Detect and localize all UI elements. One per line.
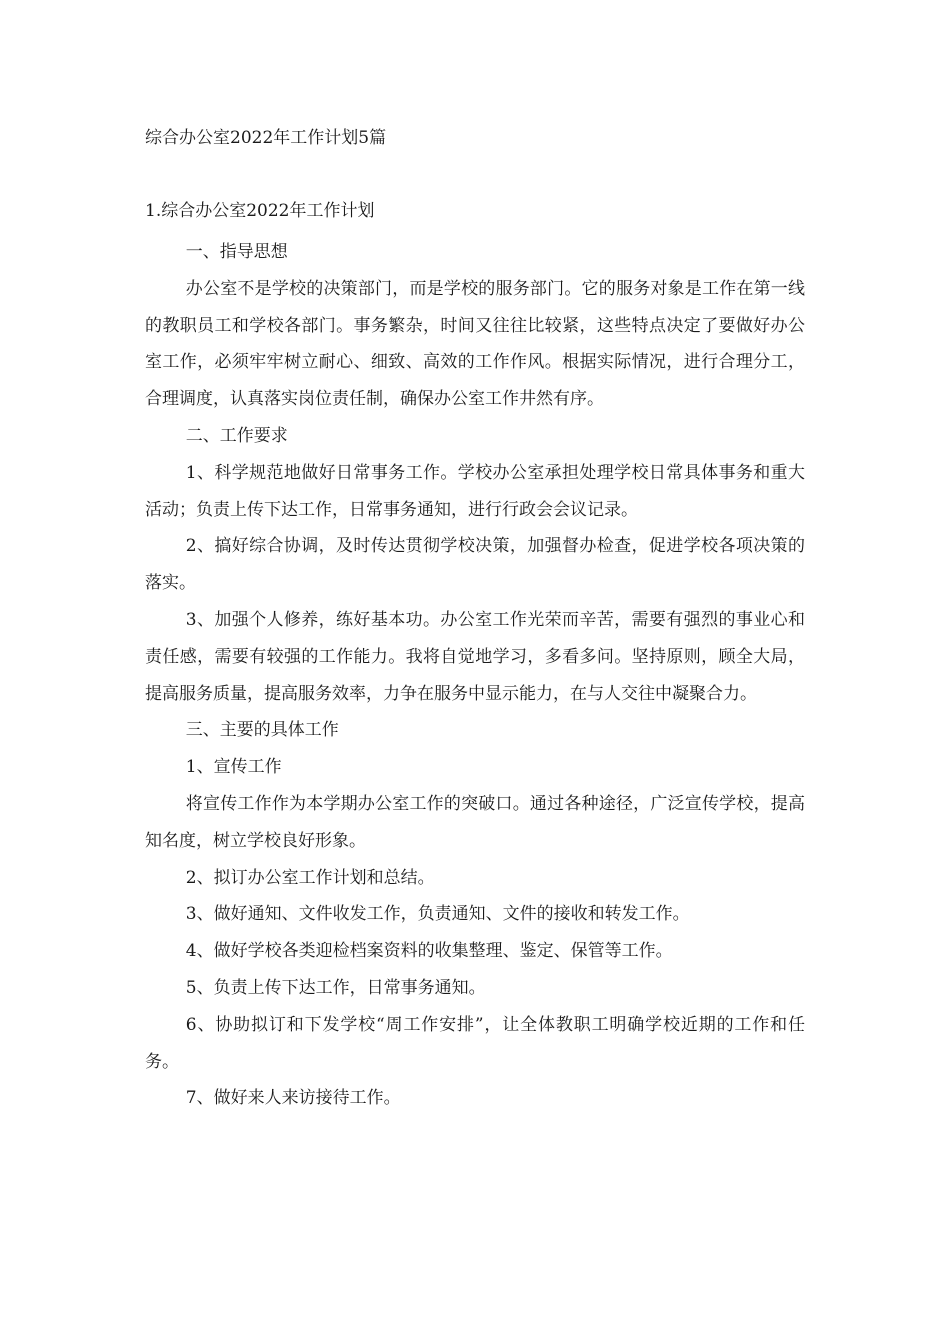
heading-guiding-ideology: 一、指导思想 xyxy=(185,242,288,262)
document-title: 综合办公室2022年工作计划5篇 xyxy=(145,128,387,148)
paragraph-publicity: 将宣传工作作为本学期办公室工作的突破口。通过各种途径，广泛宣传学校，提高知名度，树立学校良好形象。 xyxy=(145,793,805,851)
paragraph-guiding-ideology: 办公室不是学校的决策部门，而是学校的服务部门。它的服务对象是工作在第一线的教职员工和学校各部门。事务繁杂，时间又往往比较紧，这些特点决定了要做好办公室工作，必须牢牢树立耐心、细致、高效的工作作风。根据实际情况，进行合理分工，合理调度，认真落实岗位责任制，确保办公室工作井然有序。 xyxy=(145,278,805,410)
section-title: 1.综合办公室2022年工作计划 xyxy=(145,201,375,221)
list-item-6: 6、协助拟订和下发学校“周工作安排”，让全体教职工明确学校近期的工作和任务。 xyxy=(145,1014,805,1072)
paragraph-requirement-3: 3、加强个人修养，练好基本功。办公室工作光荣而辛苦，需要有强烈的事业心和责任感，需要有较强的工作能力。我将自觉地学习，多看多问。坚持原则，顾全大局，提高服务质量，提高服务效率，力争在服务中显示能力，在与人交往中凝聚合力。 xyxy=(145,609,805,704)
paragraph-requirement-1: 1、科学规范地做好日常事务工作。学校办公室承担处理学校日常具体事务和重大活动；负责上传下达工作，日常事务通知，进行行政会会议记录。 xyxy=(145,462,805,520)
heading-publicity: 1、宣传工作 xyxy=(185,757,282,778)
list-item-7: 7、做好来人来访接待工作。 xyxy=(185,1088,401,1109)
list-item-4: 4、做好学校各类迎检档案资料的收集整理、鉴定、保管等工作。 xyxy=(185,941,673,962)
document-body xyxy=(145,234,805,1117)
list-item-3: 3、做好通知、文件收发工作，负责通知、文件的接收和转发工作。 xyxy=(185,904,690,925)
heading-main-work: 三、主要的具体工作 xyxy=(185,720,339,741)
list-item-5: 5、负责上传下达工作，日常事务通知。 xyxy=(185,977,486,998)
list-item-2: 2、拟订办公室工作计划和总结。 xyxy=(185,867,435,888)
heading-work-requirements: 二、工作要求 xyxy=(185,425,288,446)
paragraph-requirement-2: 2、搞好综合协调，及时传达贯彻学校决策，加强督办检查，促进学校各项决策的落实。 xyxy=(145,536,805,594)
